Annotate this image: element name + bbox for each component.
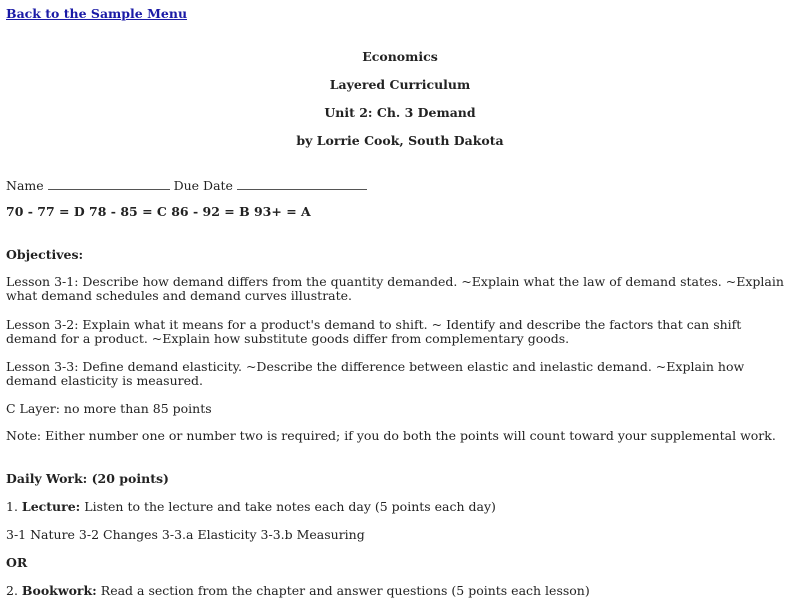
lesson-3-3-objective: Lesson 3-3: Define demand elasticity. ~Describe the difference between elastic and inelastic demand. ~Explain how demand elasticity is measured. (6, 359, 745, 388)
c-layer-points: C Layer: no more than 85 points (6, 401, 212, 416)
lesson-3-1-objective: Lesson 3-1: Describe how demand differs from the quantity demanded. ~Explain what the law of demand states. ~Explain what demand schedules and demand curves illustrate. (6, 274, 784, 303)
curriculum-title: Layered Curriculum (329, 77, 471, 92)
back-to-sample-menu-link[interactable]: Back to the Sample Menu (6, 6, 188, 21)
or-separator: OR (6, 555, 28, 570)
bookwork-item (6, 584, 590, 598)
requirement-note: Note: Either number one or number two is required; if you do both the points will count toward your supplemental work. (6, 428, 776, 443)
grading-scale: 70 - 77 = D 78 - 85 = C 86 - 92 = B 93+ = A (6, 204, 311, 219)
bookwork-description: Read a section from the chapter and answer questions (5 points each lesson) (100, 583, 590, 598)
lesson-3-2-objective: Lesson 3-2: Explain what it means for a product's demand to shift. ~ Identify and describe the factors that can shift demand for a product. ~Explain how substitute goods differ from complementary goods. (6, 317, 742, 346)
lecture-item (6, 500, 496, 514)
name-label: Name (6, 178, 44, 193)
lecture-title: Lecture: (21, 499, 81, 514)
daily-work-heading: Daily Work: (20 points) (6, 471, 169, 486)
name-blank (48, 177, 170, 190)
subject-title: Economics (362, 49, 438, 64)
name-due-date-line (6, 177, 367, 193)
objectives-heading: Objectives: (6, 247, 84, 262)
lecture-topics: 3-1 Nature 3-2 Changes 3-3.a Elasticity 3-3.b Measuring (6, 527, 365, 542)
due-date-blank (237, 177, 367, 190)
bookwork-title: Bookwork: (21, 583, 97, 598)
bookwork-number: 2. (6, 583, 18, 598)
due-date-label: Due Date (173, 178, 233, 193)
lecture-description: Listen to the lecture and take notes each day (5 points each day) (84, 499, 496, 514)
author-line: by Lorrie Cook, South Dakota (296, 133, 504, 148)
lecture-number: 1. (6, 499, 18, 514)
unit-title: Unit 2: Ch. 3 Demand (324, 105, 476, 120)
